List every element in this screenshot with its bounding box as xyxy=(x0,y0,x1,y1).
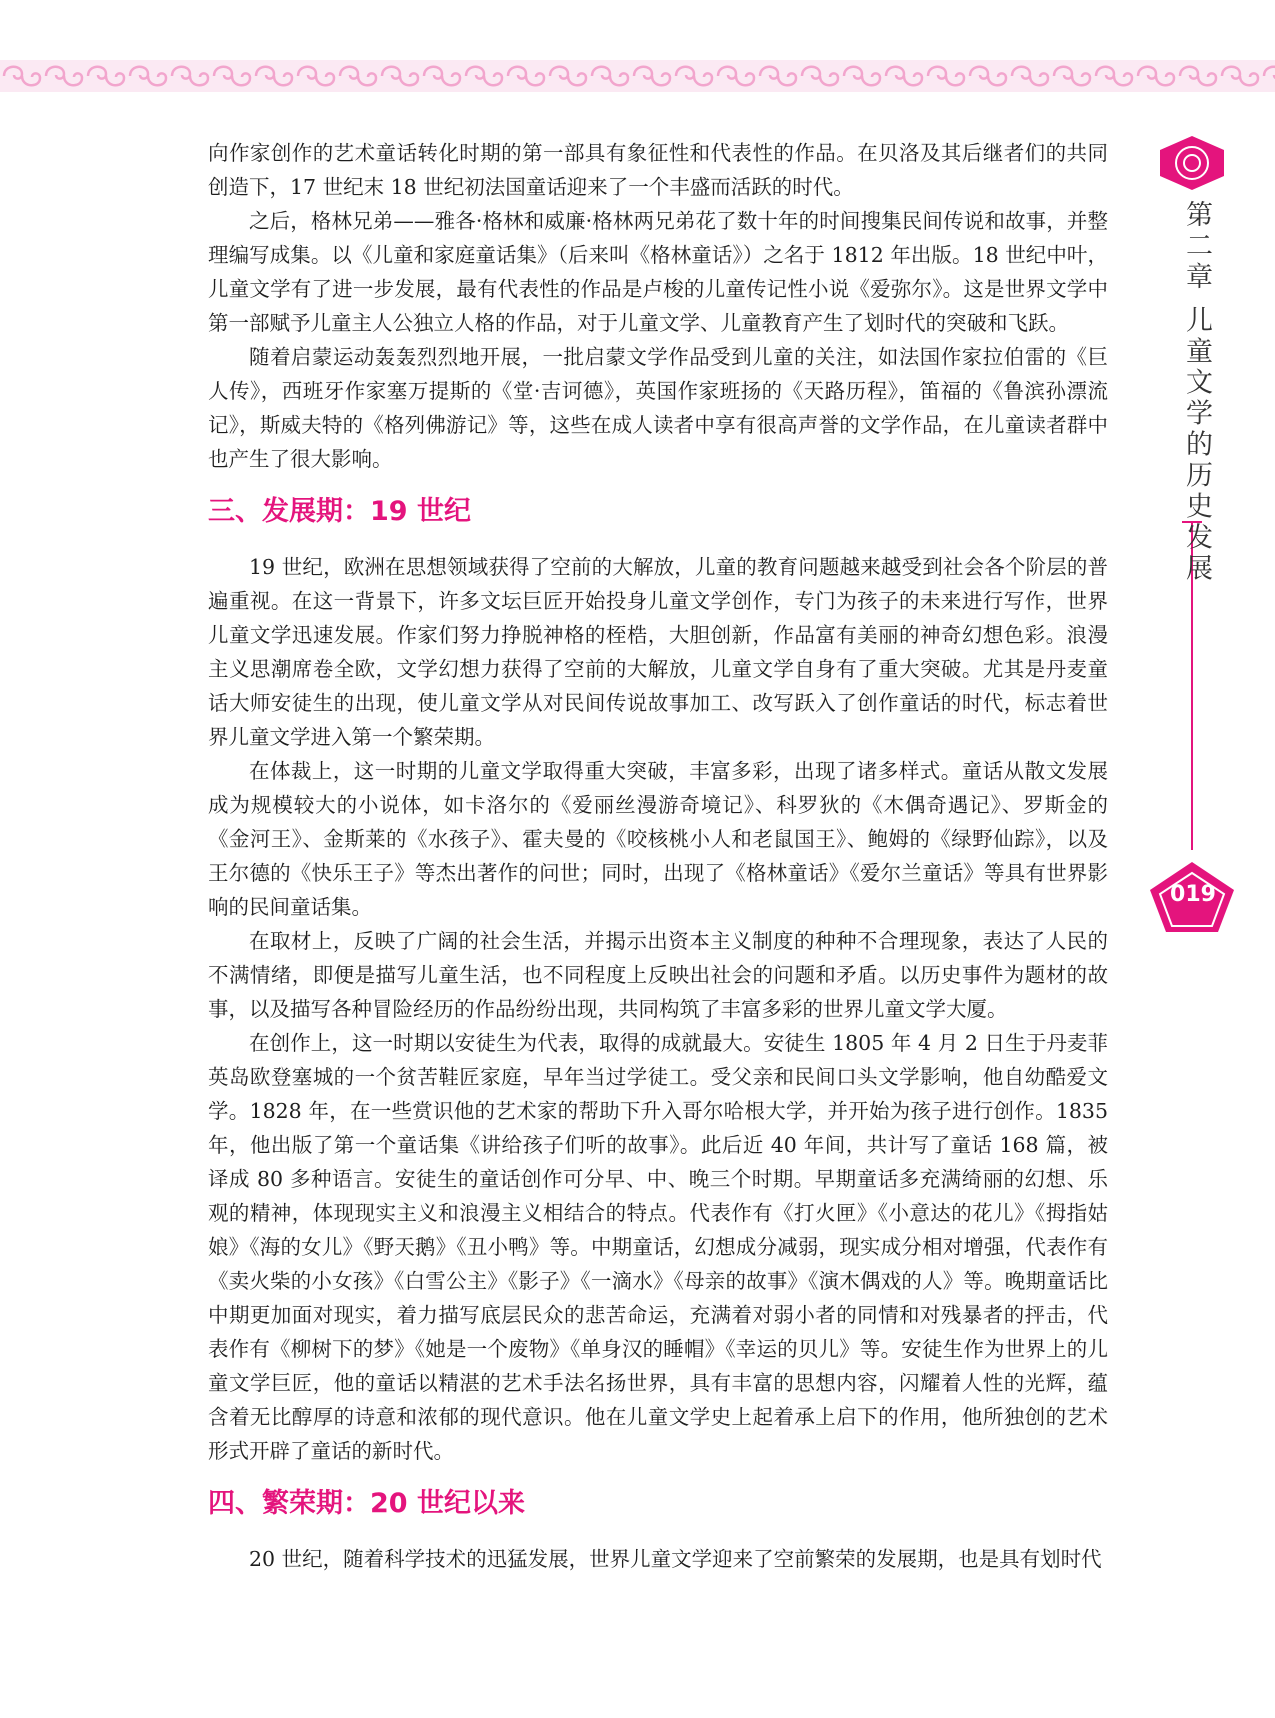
chapter-title: 第二章 儿童文学的历史发展 xyxy=(1181,200,1212,585)
page-number: 019 xyxy=(1170,882,1216,907)
paragraph: 19 世纪，欧洲在思想领域获得了空前的大解放，儿童的教育问题越来越受到社会各个阶层的普遍重视。在这一背景下，许多文坛巨匠开始投身儿童文学创作，专门为孩子的未来进行写作，世界儿童文学迅速发展。作家们努力挣脱神格的桎梏，大胆创新，作品富有美丽的神奇幻想色彩。浪漫主义思潮席卷全欧，文学幻想力获得了空前的大解放，儿童文学自身有了重大突破。尤其是丹麦童话大师安徒生的出现，使儿童文学从对民间传说故事加工、改写跃入了创作童话的时代，标志着世界儿童文学进入第一个繁荣期。 xyxy=(208,555,1108,749)
paragraph: 随着启蒙运动轰轰烈烈地开展，一批启蒙文学作品受到儿童的关注，如法国作家拉伯雷的《巨人传》，西班牙作家塞万提斯的《堂·吉诃德》，英国作家班扬的《天路历程》，笛福的《鲁滨孙漂流记》，斯威夫特的《格列佛游记》等，这些在成人读者中享有很高声誉的文学作品，在儿童读者群中也产生了很大影响。 xyxy=(208,345,1108,471)
paragraph: 在取材上，反映了广阔的社会生活，并揭示出资本主义制度的种种不合理现象，表达了人民的不满情绪，即便是描写儿童生活，也不同程度上反映出社会的问题和矛盾。以历史事件为题材的故事，以及描写各种冒险经历的作品纷纷出现，共同构筑了丰富多彩的世界儿童文学大厦。 xyxy=(208,929,1108,1021)
paragraph: 20 世纪，随着科学技术的迅猛发展，世界儿童文学迎来了空前繁荣的发展期，也是具有划时代 xyxy=(249,1547,1102,1571)
paragraph: 在体裁上，这一时期的儿童文学取得重大突破，丰富多彩，出现了诸多样式。童话从散文发展成为规模较大的小说体，如卡洛尔的《爱丽丝漫游奇境记》、科罗狄的《木偶奇遇记》、罗斯金的《金河王》、金斯莱的《水孩子》、霍夫曼的《咬核桃小人和老鼠国王》、鲍姆的《绿野仙踪》，以及王尔德的《快乐王子》等杰出著作的问世；同时，出现了《格林童话》《爱尔兰童话》等具有世界影响的民间童话集。 xyxy=(208,759,1108,919)
paragraph: 向作家创作的艺术童话转化时期的第一部具有象征性和代表性的作品。在贝洛及其后继者们的共同创造下，17 世纪末 18 世纪初法国童话迎来了一个丰盛而活跃的时代。 xyxy=(208,141,1108,199)
page-body xyxy=(208,136,1108,1576)
paragraph: 在创作上，这一时期以安徒生为代表，取得的成就最大。安徒生 1805 年 4 月 2 日生于丹麦菲英岛欧登塞城的一个贫苦鞋匠家庭，早年当过学徒工。受父亲和民间口头文学影响，他自幼酷爱文学。1828 年，在一些赏识他的艺术家的帮助下升入哥尔哈根大学，并开始为孩子进行创作。1835 年，他出版了第一个童话集《讲给孩子们听的故事》。此后近 40 年间，共计写了童话 168 篇，被译成 80 多种语言。安徒生的童话创作可分早、中、晚三个时期。早期童话多充满绮丽的幻想、乐观的精神，体现现实主义和浪漫主义相结合的特点。代表作有《打火匣》《小意达的花儿》《拇指姑娘》《海的女儿》《野天鹅》《丑小鸭》等。中期童话，幻想成分减弱，现实成分相对增强，代表作有《卖火柴的小女孩》《白雪公主》《影子》《一滴水》《母亲的故事》《演木偶戏的人》等。晚期童话比中期更加面对现实，着力描写底层民众的悲苦命运，充满着对弱小者的同情和对残暴者的抨击，代表作有《柳树下的梦》《她是一个废物》《单身汉的睡帽》《幸运的贝儿》等。安徒生作为世界上的儿童文学巨匠，他的童话以精湛的艺术手法名扬世界，具有丰富的思想内容，闪耀着人性的光辉，蕴含着无比醇厚的诗意和浓郁的现代意识。他在儿童文学史上起着承上启下的作用，他所独创的艺术形式开辟了童话的新时代。 xyxy=(208,1031,1108,1463)
decorative-border xyxy=(0,0,1275,108)
section-heading: 三、发展期：19 世纪 xyxy=(208,496,471,527)
paragraph: 之后，格林兄弟——雅各·格林和威廉·格林两兄弟花了数十年的时间搜集民间传说和故事，并整理编写成集。以《儿童和家庭童话集》（后来叫《格林童话》）之名于 1812 年出版。18 世纪中叶，儿童文学有了进一步发展，最有代表性的作品是卢梭的儿童传记性小说《爱弥尔》。这是世界文学中第一部赋予儿童主人公独立人格的作品，对于儿童文学、儿童教育产生了划时代的突破和飞跃。 xyxy=(208,209,1108,335)
section-heading: 四、繁荣期：20 世纪以来 xyxy=(208,1488,525,1519)
scroll-pattern-icon xyxy=(0,60,1275,92)
flower-badge-icon xyxy=(1160,136,1224,190)
